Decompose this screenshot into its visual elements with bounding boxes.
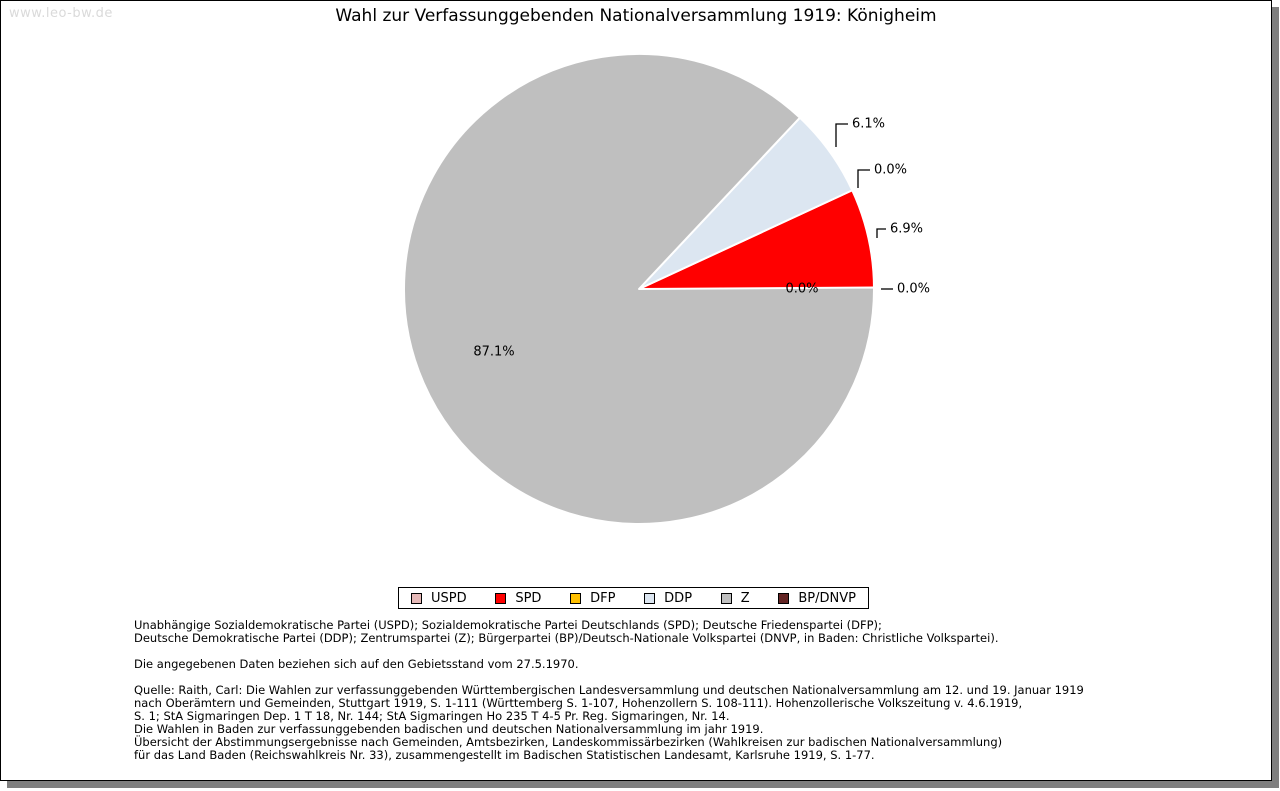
- legend-item-uspd: [411, 591, 467, 606]
- slice-label-bp-dnvp: 0.0%: [897, 281, 931, 297]
- data-note: Die angegebenen Daten beziehen sich auf den Gebietsstand vom 27.5.1970.: [134, 657, 579, 671]
- pie-chart: [1, 1, 1273, 579]
- legend-label: SPD: [515, 590, 542, 606]
- legend-label: Z: [740, 590, 750, 606]
- legend-item-z: [721, 591, 750, 606]
- footer-line: nach Oberämtern und Gemeinden, Stuttgart 1919, S. 1-111 (Württemberg S. 1-107, Hohenzollern S. 108-111). Hohenzollerische Volkszeitung v. 4.6.1919,: [134, 696, 1023, 710]
- leader-line-spd: [877, 229, 886, 238]
- legend-item-bp-dnvp: [778, 591, 856, 606]
- slice-label-spd: 6.9%: [890, 221, 924, 237]
- footer-line: Deutsche Demokratische Partei (DDP); Zentrumspartei (Z); Bürgerpartei (BP)/Deutsch-Nationale Volkspartei (DNVP, in Baden: Christliche Volkspartei).: [134, 631, 999, 645]
- leader-line-dfp: [858, 170, 870, 188]
- legend-swatch-z: [721, 593, 732, 604]
- footer-line: Übersicht der Abstimmungsergebnisse nach Gemeinden, Amtsbezirken, Landeskommissärbezirken (Wahlkreisen zur badischen Nationalversammlung): [134, 735, 1003, 749]
- legend-label: BP/DNVP: [798, 590, 856, 606]
- legend-label: DDP: [664, 590, 693, 606]
- source-citation: [134, 684, 1194, 762]
- footer-notes: [134, 619, 1194, 775]
- chart-title: Wahl zur Verfassunggebenden Nationalversammlung 1919: Königheim: [335, 6, 937, 26]
- slice-label-dfp: 0.0%: [874, 162, 908, 178]
- slice-label-z: 87.1%: [473, 344, 515, 360]
- legend-item-spd: [495, 591, 541, 606]
- legend-swatch-ddp: [644, 593, 655, 604]
- legend-item-ddp: [644, 591, 692, 606]
- legend-swatch-dfp: [570, 593, 581, 604]
- footer-line: Die Wahlen in Baden zur verfassunggebenden badischen und deutschen Nationalversammlung im jahr 1919.: [134, 722, 764, 736]
- footer-line: S. 1; StA Sigmaringen Dep. 1 T 18, Nr. 144; StA Sigmaringen Ho 235 T 4-5 Pr. Reg. Sigmaringen, Nr. 14.: [134, 709, 730, 723]
- footer-line: für das Land Baden (Reichswahlkreis Nr. 33), zusammengestellt im Badischen Statistischen Landesamt, Karlsruhe 1919, S. 1-77.: [134, 748, 875, 762]
- slice-label-uspd: 0.0%: [785, 281, 819, 297]
- legend-swatch-uspd: [411, 593, 422, 604]
- footer-line: Unabhängige Sozialdemokratische Partei (USPD); Sozialdemokratische Partei Deutschlands (SPD); Deutsche Friedenspartei (DFP);: [134, 618, 882, 632]
- watermark: www.leo-bw.de: [9, 6, 113, 21]
- legend-swatch-spd: [495, 593, 506, 604]
- legend-label: DFP: [590, 590, 616, 606]
- legend-item-dfp: [570, 591, 615, 606]
- legend-label: USPD: [431, 590, 467, 606]
- legend: [398, 587, 869, 609]
- slice-label-ddp: 6.1%: [852, 116, 886, 132]
- legend-swatch-bp-dnvp: [778, 593, 789, 604]
- leader-line-ddp: [836, 124, 848, 147]
- party-abbreviations: [134, 619, 1194, 645]
- footer-line: Quelle: Raith, Carl: Die Wahlen zur verfassunggebenden Württembergischen Landesversammlung und deutschen Nationalversammlung am 12. und 19. Januar 1919: [134, 683, 1084, 697]
